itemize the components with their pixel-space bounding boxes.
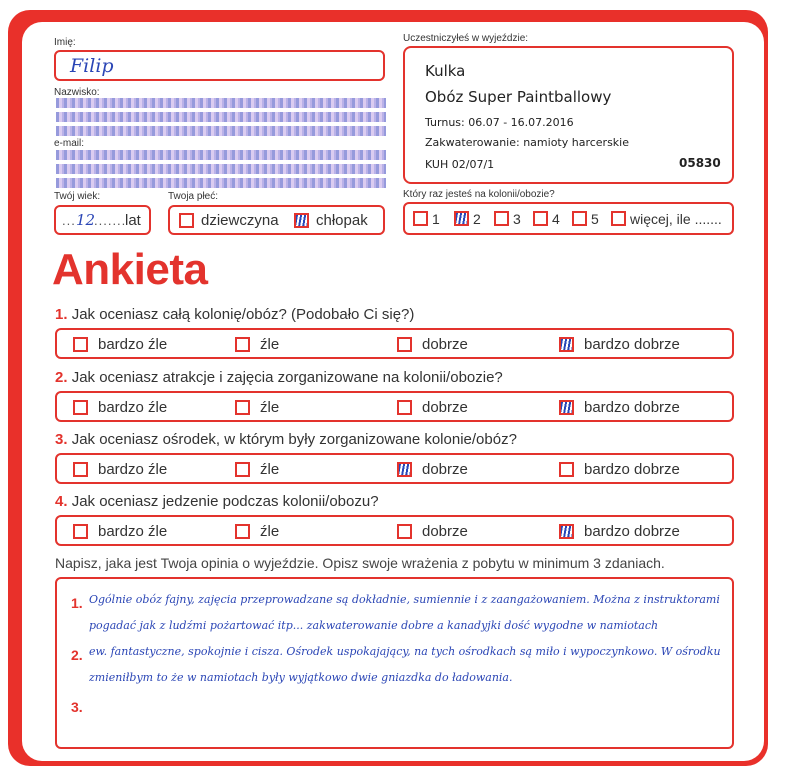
times-field [403,202,734,235]
ticket-number: 05830 [679,156,721,170]
times-checkbox-2[interactable] [454,211,469,226]
page-title: Ankieta [52,245,208,294]
email-label: e-mail: [54,138,85,149]
gender-option-girl: dziewczyna [201,212,279,229]
times-option-more: więcej, ile ....... [630,211,722,227]
gender-option-boy: chłopak [316,212,368,229]
q2-checkbox-very-bad[interactable] [73,400,88,415]
q2-checkbox-bad[interactable] [235,400,250,415]
q3-checkbox-bad[interactable] [235,462,250,477]
opinion-textarea[interactable] [55,577,734,749]
q4-checkbox-very-bad[interactable] [73,524,88,539]
q3-option-good: dobrze [422,461,468,478]
times-option-4: 4 [552,211,560,227]
gender-checkbox-boy[interactable] [294,213,309,228]
age-unit: lat [125,212,141,229]
times-option-3: 3 [513,211,521,227]
redacted-email [56,150,386,160]
times-option-2: 2 [473,211,481,227]
redacted-email-2 [56,164,386,174]
opinion-line: pogadać jak z ludźmi pożartować itp... zakwaterowanie dobre a kanadyjki dość wygodne w namiotach [89,619,659,632]
name-field[interactable] [54,50,385,81]
age-value: 12 [76,211,96,229]
q3-option-bad: źle [260,461,280,478]
q2-checkbox-very-good[interactable] [559,400,574,415]
rating-row-3 [55,453,734,484]
question-1: 1. Jak oceniasz całą kolonię/obóz? (Podobało Ci się?) [55,306,415,323]
times-checkbox-3[interactable] [494,211,509,226]
redacted-surname-3 [56,126,386,136]
q4-option-very-bad: bardzo źle [98,523,168,540]
times-checkbox-more[interactable] [611,211,626,226]
rating-row-1 [55,328,734,359]
rating-row-4 [55,515,734,546]
opinion-line-number-2: 2. [71,647,83,663]
times-label: Który raz jesteś na kolonii/obozie? [403,189,555,200]
q2-option-good: dobrze [422,399,468,416]
q4-option-bad: źle [260,523,280,540]
name-label: Imię: [54,37,76,48]
opinion-line: Ogólnie obóz fajny, zajęcia przeprowadzane są dokładnie, sumiennie i z zaangażowaniem. Można z instruktorami [89,593,720,606]
times-option-1: 1 [432,211,440,227]
question-4: 4. Jak oceniasz jedzenie podczas kolonii/obozu? [55,493,379,510]
q2-checkbox-good[interactable] [397,400,412,415]
rating-row-2 [55,391,734,422]
q2-option-very-good: bardzo dobrze [584,399,680,416]
gender-label: Twoja płeć: [168,191,219,202]
q2-option-very-bad: bardzo źle [98,399,168,416]
times-option-5: 5 [591,211,599,227]
question-2: 2. Jak oceniasz atrakcje i zajęcia zorganizowane na kolonii/obozie? [55,369,503,386]
accommodation: Zakwaterowanie: namioty harcerskie [425,136,629,149]
times-checkbox-5[interactable] [572,211,587,226]
turnus: Turnus: 06.07 - 16.07.2016 [425,116,574,129]
participant-box [403,46,734,184]
redacted-email-3 [56,178,386,188]
participant-label: Uczestniczyłeś w wyjeździe: [403,33,529,44]
q4-checkbox-good[interactable] [397,524,412,539]
q3-checkbox-very-bad[interactable] [73,462,88,477]
gender-field [168,205,385,235]
q3-option-very-bad: bardzo źle [98,461,168,478]
q2-option-bad: źle [260,399,280,416]
ticket-code: KUH 02/07/1 [425,158,495,171]
q1-checkbox-very-good[interactable] [559,337,574,352]
gender-checkbox-girl[interactable] [179,213,194,228]
q4-option-very-good: bardzo dobrze [584,523,680,540]
q3-checkbox-very-good[interactable] [559,462,574,477]
opinion-prompt: Napisz, jaka jest Twoja opinia o wyjeździe. Opisz swoje wrażenia z pobytu w minimum 3 zdaniach. [55,555,665,571]
redacted-surname-2 [56,112,386,122]
age-label: Twój wiek: [54,191,101,202]
question-3: 3. Jak oceniasz ośrodek, w którym były zorganizowane kolonie/obóz? [55,431,517,448]
camp-name: Obóz Super Paintballowy [425,88,612,106]
opinion-line-number-1: 1. [71,595,83,611]
participant-name: Kulka [425,62,466,80]
redacted-surname [56,98,386,108]
times-checkbox-1[interactable] [413,211,428,226]
q4-checkbox-bad[interactable] [235,524,250,539]
times-checkbox-4[interactable] [533,211,548,226]
q1-checkbox-very-bad[interactable] [73,337,88,352]
opinion-line: ew. fantastyczne, spokojnie i cisza. Ośrodek uspokajający, na tych ośrodkach są miło i wypoczynkowo. W ośrodku [89,645,721,658]
q1-checkbox-good[interactable] [397,337,412,352]
q4-option-good: dobrze [422,523,468,540]
q1-option-very-bad: bardzo źle [98,336,168,353]
q1-checkbox-bad[interactable] [235,337,250,352]
q4-checkbox-very-good[interactable] [559,524,574,539]
opinion-line: zmieniłbym to że w namiotach były wyjątkowo dwie gniazdka do ładowania. [89,671,513,684]
opinion-line-number-3: 3. [71,699,83,715]
q3-option-very-good: bardzo dobrze [584,461,680,478]
q3-checkbox-good[interactable] [397,462,412,477]
q1-option-very-good: bardzo dobrze [584,336,680,353]
q1-option-bad: źle [260,336,280,353]
age-field[interactable]: ... 12 ....... lat [54,205,151,235]
name-value: Filip [70,55,114,77]
q1-option-good: dobrze [422,336,468,353]
surname-label: Nazwisko: [54,87,100,98]
